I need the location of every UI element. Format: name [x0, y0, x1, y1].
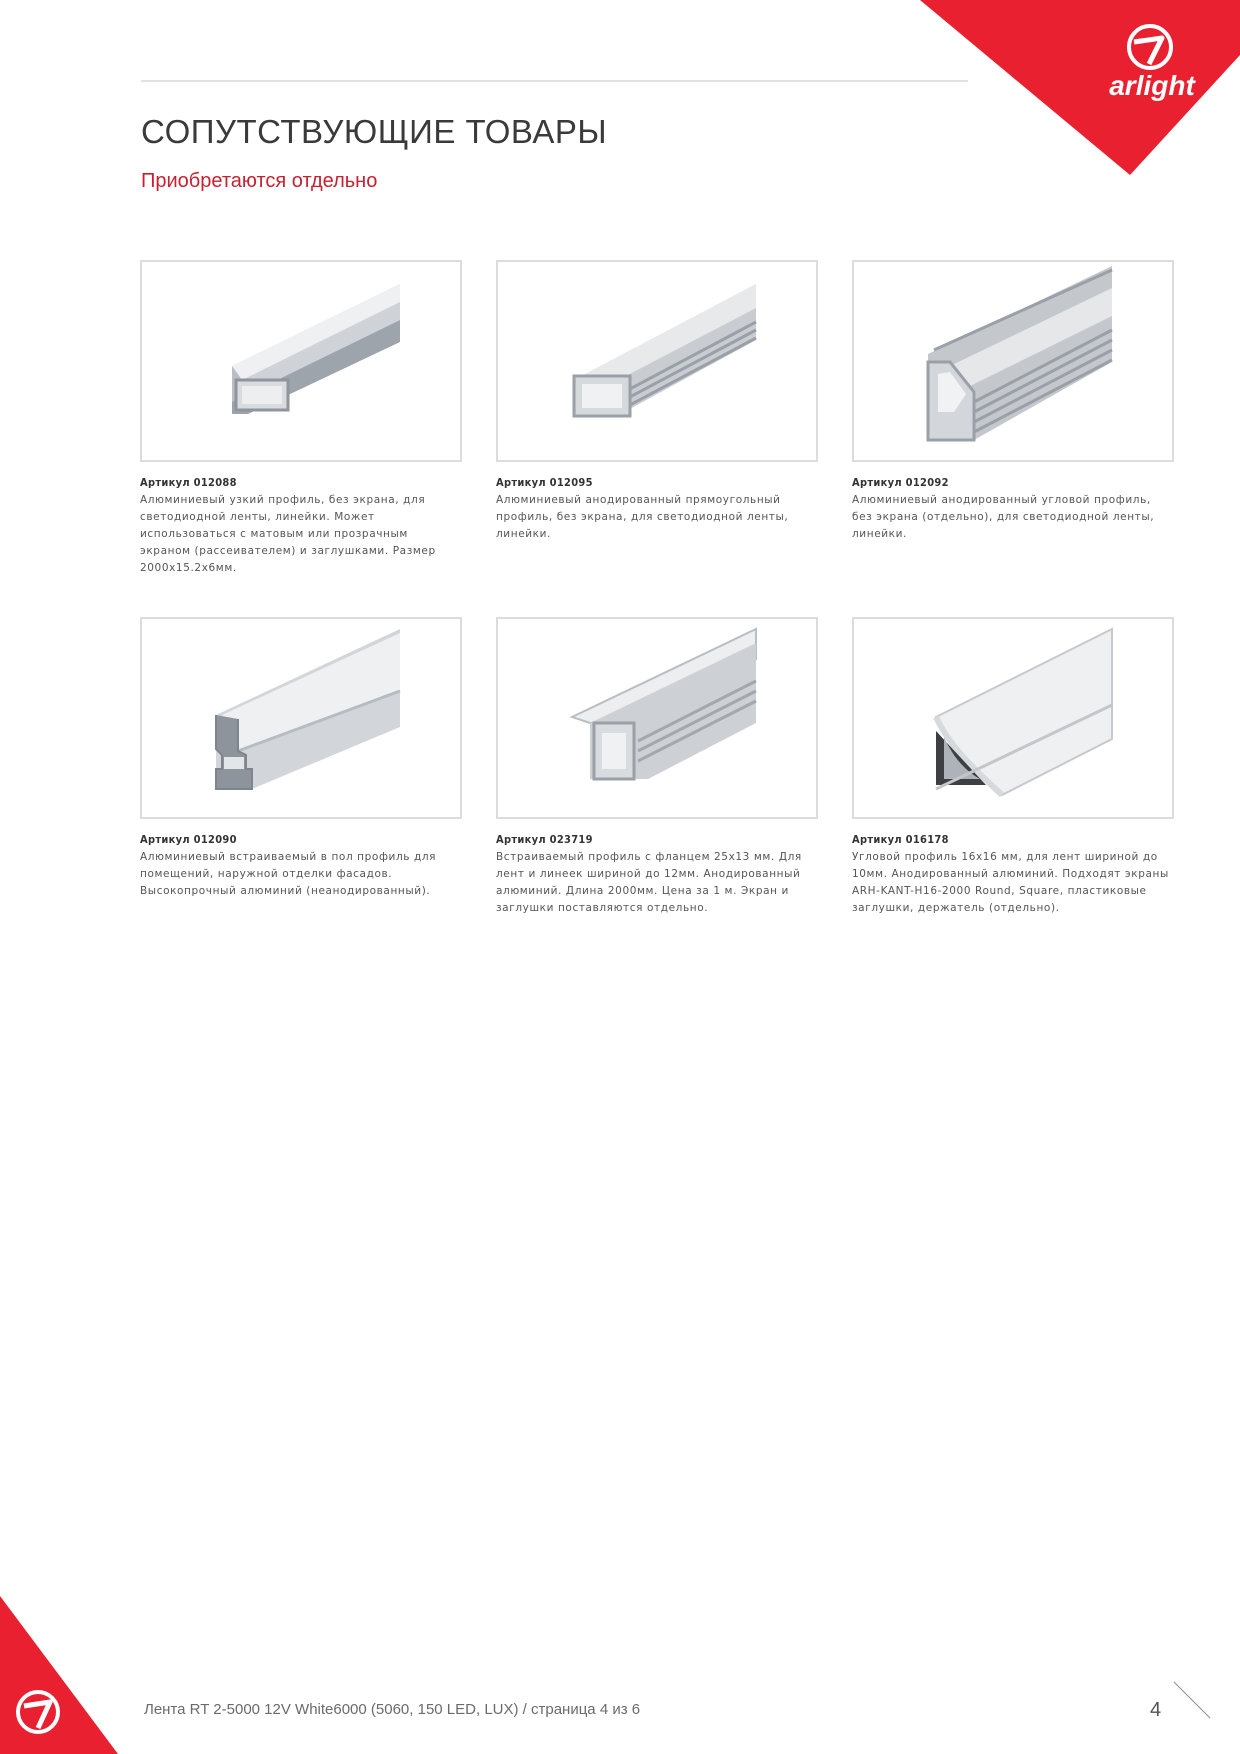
product-sku: Артикул 012090: [140, 833, 237, 846]
product-description: Алюминиевый анодированный угловой профиль, без экрана (отдельно), для светодиодной ленты, линейки.: [852, 494, 1155, 540]
product-sku: Артикул 012095: [496, 476, 593, 489]
product-description: Встраиваемый профиль с фланцем 25x13 мм. Для лент и линеек шириной до 12мм. Анодированный алюминий. Длина 2000мм. Цена за 1 м. Экран и заглушки поставляются отдельно.: [496, 851, 802, 914]
header-divider: [141, 80, 968, 82]
brand-corner-top: [920, 0, 1240, 175]
round-corner-profile-icon: [854, 619, 1172, 817]
product-image: [852, 617, 1174, 819]
product-description: Алюминиевый встраиваемый в пол профиль для помещений, наружной отделки фасадов. Высокопрочный алюминий (неанодированный).: [140, 851, 437, 897]
product-description: Алюминиевый узкий профиль, без экрана, для светодиодной ленты, линейки. Может использоваться с матовым или прозрачным экраном (рассеивателем) и заглушками. Размер 2000x15.2x6мм.: [140, 494, 436, 574]
rectangular-profile-icon: [498, 262, 816, 460]
product-image: [852, 260, 1174, 462]
page-subtitle: Приобретаются отдельно: [141, 170, 378, 192]
corner-profile-icon: [854, 262, 1172, 460]
product-sku: Артикул 016178: [852, 833, 949, 846]
product-sku: Артикул 023719: [496, 833, 593, 846]
page-corner-divider: [1172, 1680, 1212, 1720]
product-description: Угловой профиль 16x16 мм, для лент шириной до 10мм. Анодированный алюминий. Подходят экраны ARH-KANT-H16-2000 Round, Square, пластиковые заглушки, держатель (отдельно).: [852, 851, 1169, 914]
product-image: [496, 617, 818, 819]
product-card: [852, 617, 1174, 917]
product-card: [140, 260, 462, 577]
product-sku: Артикул 012088: [140, 476, 237, 489]
flat-profile-icon: [142, 262, 460, 460]
product-card: [140, 617, 462, 900]
product-image: [140, 617, 462, 819]
product-image: [140, 260, 462, 462]
flanged-profile-icon: [498, 619, 816, 817]
product-card: [496, 260, 818, 543]
brand-corner-bottom: [0, 1596, 118, 1754]
product-card: [852, 260, 1174, 543]
product-image: [496, 260, 818, 462]
product-description: Алюминиевый анодированный прямоугольный профиль, без экрана, для светодиодной ленты, линейки.: [496, 494, 789, 540]
page-number: 4: [1150, 1699, 1162, 1721]
floor-profile-icon: [142, 619, 460, 817]
product-sku: Артикул 012092: [852, 476, 949, 489]
page-title: СОПУТСТВУЮЩИЕ ТОВАРЫ: [141, 113, 608, 150]
product-card: [496, 617, 818, 917]
svg-text:arlight: arlight: [1109, 70, 1195, 101]
footer-document-info: Лента RT 2-5000 12V White6000 (5060, 150 LED, LUX) / страница 4 из 6: [144, 1701, 641, 1718]
